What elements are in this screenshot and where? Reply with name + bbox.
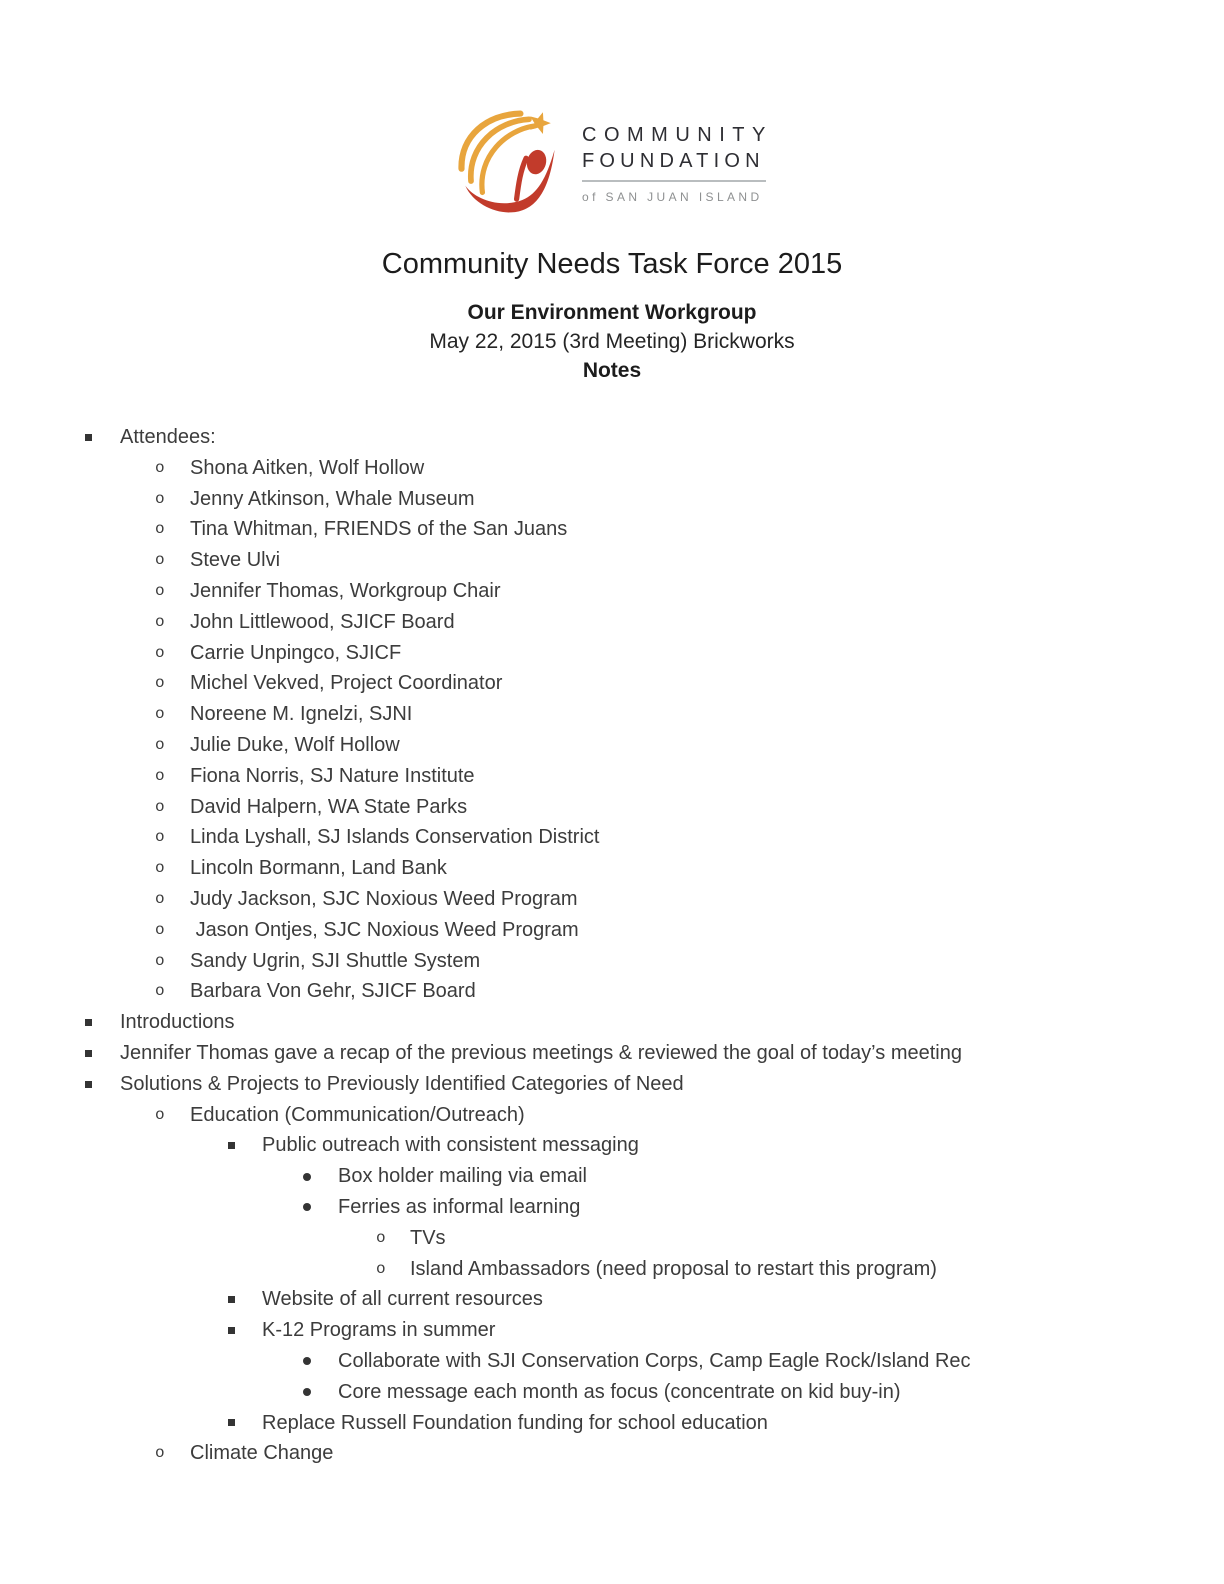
list-item	[0, 545, 1224, 576]
circle-bullet-icon: o	[155, 766, 165, 785]
list-item	[0, 668, 1224, 699]
circle-bullet-icon: o	[155, 489, 165, 508]
list-item-text: Jenny Atkinson, Whale Museum	[190, 487, 475, 510]
circle-bullet-icon: o	[155, 797, 165, 816]
list-item-text: Steve Ulvi	[190, 549, 281, 572]
circle-bullet-icon: o	[155, 920, 165, 939]
list-item-text: Lincoln Bormann, Land Bank	[190, 857, 447, 880]
list-item	[0, 638, 1224, 669]
list-item	[0, 484, 1224, 515]
circle-bullet-icon: o	[155, 674, 165, 693]
list-item	[0, 1438, 1224, 1469]
list-item	[0, 607, 1224, 638]
square-bullet-icon	[85, 1007, 92, 1038]
circle-bullet-icon: o	[155, 859, 165, 878]
list-item-text: Fiona Norris, SJ Nature Institute	[190, 764, 475, 787]
workgroup-subtitle: Our Environment Workgroup	[467, 301, 757, 324]
circle-bullet-icon: o	[376, 1259, 386, 1278]
list-item-text: Education (Communication/Outreach)	[190, 1103, 525, 1126]
list-item	[0, 976, 1224, 1007]
square-bullet-icon	[228, 1130, 235, 1161]
list-item	[0, 699, 1224, 730]
list-item-text: Climate Change	[190, 1442, 334, 1465]
list-item	[0, 1346, 1224, 1377]
dot-bullet-icon	[303, 1192, 311, 1223]
list-item-text: Box holder mailing via email	[338, 1165, 588, 1188]
circle-bullet-icon: o	[155, 889, 165, 908]
circle-bullet-icon: o	[155, 1105, 165, 1124]
square-bullet-icon	[228, 1315, 235, 1346]
list-item	[0, 1377, 1224, 1408]
notes-outline	[0, 422, 1224, 1469]
list-item-text: Linda Lyshall, SJ Islands Conservation District	[190, 826, 600, 849]
list-item-text: Attendees:	[120, 426, 216, 448]
list-item-text: David Halpern, WA State Parks	[190, 795, 468, 818]
circle-bullet-icon: o	[376, 1228, 386, 1247]
circle-bullet-icon: o	[155, 551, 165, 570]
list-item-text: Introductions	[120, 1011, 235, 1034]
square-bullet-icon	[228, 1284, 235, 1315]
list-item	[0, 915, 1224, 946]
list-item	[0, 1284, 1224, 1315]
list-item-text: Jennifer Thomas gave a recap of the previous meetings & reviewed the goal of today’s meeting	[120, 1041, 962, 1064]
meeting-date-location: May 22, 2015 (3rd Meeting) Brickworks	[429, 330, 795, 353]
list-item-text: Collaborate with SJI Conservation Corps, Camp Eagle Rock/Island Rec	[338, 1349, 971, 1372]
list-item-text: Barbara Von Gehr, SJICF Board	[190, 980, 476, 1003]
list-item-text: Ferries as informal learning	[338, 1195, 581, 1218]
list-item	[0, 1130, 1224, 1161]
list-item-text: Sandy Ugrin, SJI Shuttle System	[190, 949, 481, 972]
list-item-text: Solutions & Projects to Previously Identified Categories of Need	[120, 1072, 684, 1095]
logo	[452, 104, 773, 222]
list-item-text: Judy Jackson, SJC Noxious Weed Program	[190, 887, 578, 910]
list-item-text: Noreene M. Ignelzi, SJNI	[190, 703, 413, 726]
circle-bullet-icon: o	[155, 1444, 165, 1463]
list-item	[0, 1254, 1224, 1285]
circle-bullet-icon: o	[155, 520, 165, 539]
list-item	[0, 822, 1224, 853]
logo-wordmark-line1: COMMUNITY	[582, 124, 773, 146]
list-item	[0, 1161, 1224, 1192]
list-item	[0, 453, 1224, 484]
list-item-text: Tina Whitman, FRIENDS of the San Juans	[190, 518, 568, 541]
list-item	[0, 853, 1224, 884]
page-title: Community Needs Task Force 2015	[381, 248, 843, 280]
logo-divider	[582, 180, 766, 182]
list-item	[0, 514, 1224, 545]
square-bullet-icon	[85, 1038, 92, 1069]
list-item-text: Michel Vekved, Project Coordinator	[190, 672, 503, 695]
list-item-text: Public outreach with consistent messaging	[262, 1134, 639, 1157]
list-item	[0, 1038, 1224, 1069]
list-item	[0, 1007, 1224, 1038]
list-item	[0, 1100, 1224, 1131]
list-item	[0, 1192, 1224, 1223]
circle-bullet-icon: o	[155, 643, 165, 662]
list-item	[0, 1223, 1224, 1254]
list-item-text: Carrie Unpingco, SJICF	[190, 641, 402, 664]
list-item	[0, 576, 1224, 607]
notes-heading: Notes	[582, 359, 642, 382]
circle-bullet-icon: o	[155, 612, 165, 631]
circle-bullet-icon: o	[155, 581, 165, 600]
list-item-text: Replace Russell Foundation funding for school education	[262, 1411, 768, 1434]
community-foundation-logo-icon	[452, 104, 566, 222]
list-item	[0, 1408, 1224, 1439]
circle-bullet-icon: o	[155, 458, 165, 477]
list-item-text: Shona Aitken, Wolf Hollow	[190, 456, 425, 479]
list-item	[0, 1315, 1224, 1346]
list-item-text: Jennifer Thomas, Workgroup Chair	[190, 579, 501, 602]
list-item-text: Website of all current resources	[262, 1288, 543, 1311]
circle-bullet-icon: o	[155, 951, 165, 970]
list-item-text: Island Ambassadors (need proposal to restart this program)	[410, 1257, 937, 1280]
list-item-text: Core message each month as focus (concentrate on kid buy-in)	[338, 1380, 901, 1403]
list-item-text: Julie Duke, Wolf Hollow	[190, 733, 400, 756]
list-item-text: John Littlewood, SJICF Board	[190, 610, 455, 633]
list-item	[0, 1069, 1224, 1100]
list-item	[0, 730, 1224, 761]
logo-tagline: of SAN JUAN ISLAND	[582, 190, 763, 204]
square-bullet-icon	[228, 1408, 235, 1439]
list-item-text: K-12 Programs in summer	[262, 1319, 496, 1342]
list-item	[0, 761, 1224, 792]
logo-wordmark	[582, 122, 773, 204]
circle-bullet-icon: o	[155, 982, 165, 1001]
list-item	[0, 946, 1224, 977]
circle-bullet-icon: o	[155, 828, 165, 847]
list-item	[0, 884, 1224, 915]
list-item-text: Jason Ontjes, SJC Noxious Weed Program	[190, 918, 579, 941]
list-item	[0, 422, 1224, 453]
list-item	[0, 792, 1224, 823]
dot-bullet-icon	[303, 1346, 311, 1377]
dot-bullet-icon	[303, 1377, 311, 1408]
square-bullet-icon	[85, 1069, 92, 1100]
circle-bullet-icon: o	[155, 735, 165, 754]
list-item-text: TVs	[410, 1226, 446, 1249]
circle-bullet-icon: o	[155, 705, 165, 724]
star-icon	[526, 109, 553, 135]
square-bullet-icon	[85, 422, 92, 453]
logo-wordmark-line2: FOUNDATION	[582, 150, 765, 172]
dot-bullet-icon	[303, 1161, 311, 1192]
